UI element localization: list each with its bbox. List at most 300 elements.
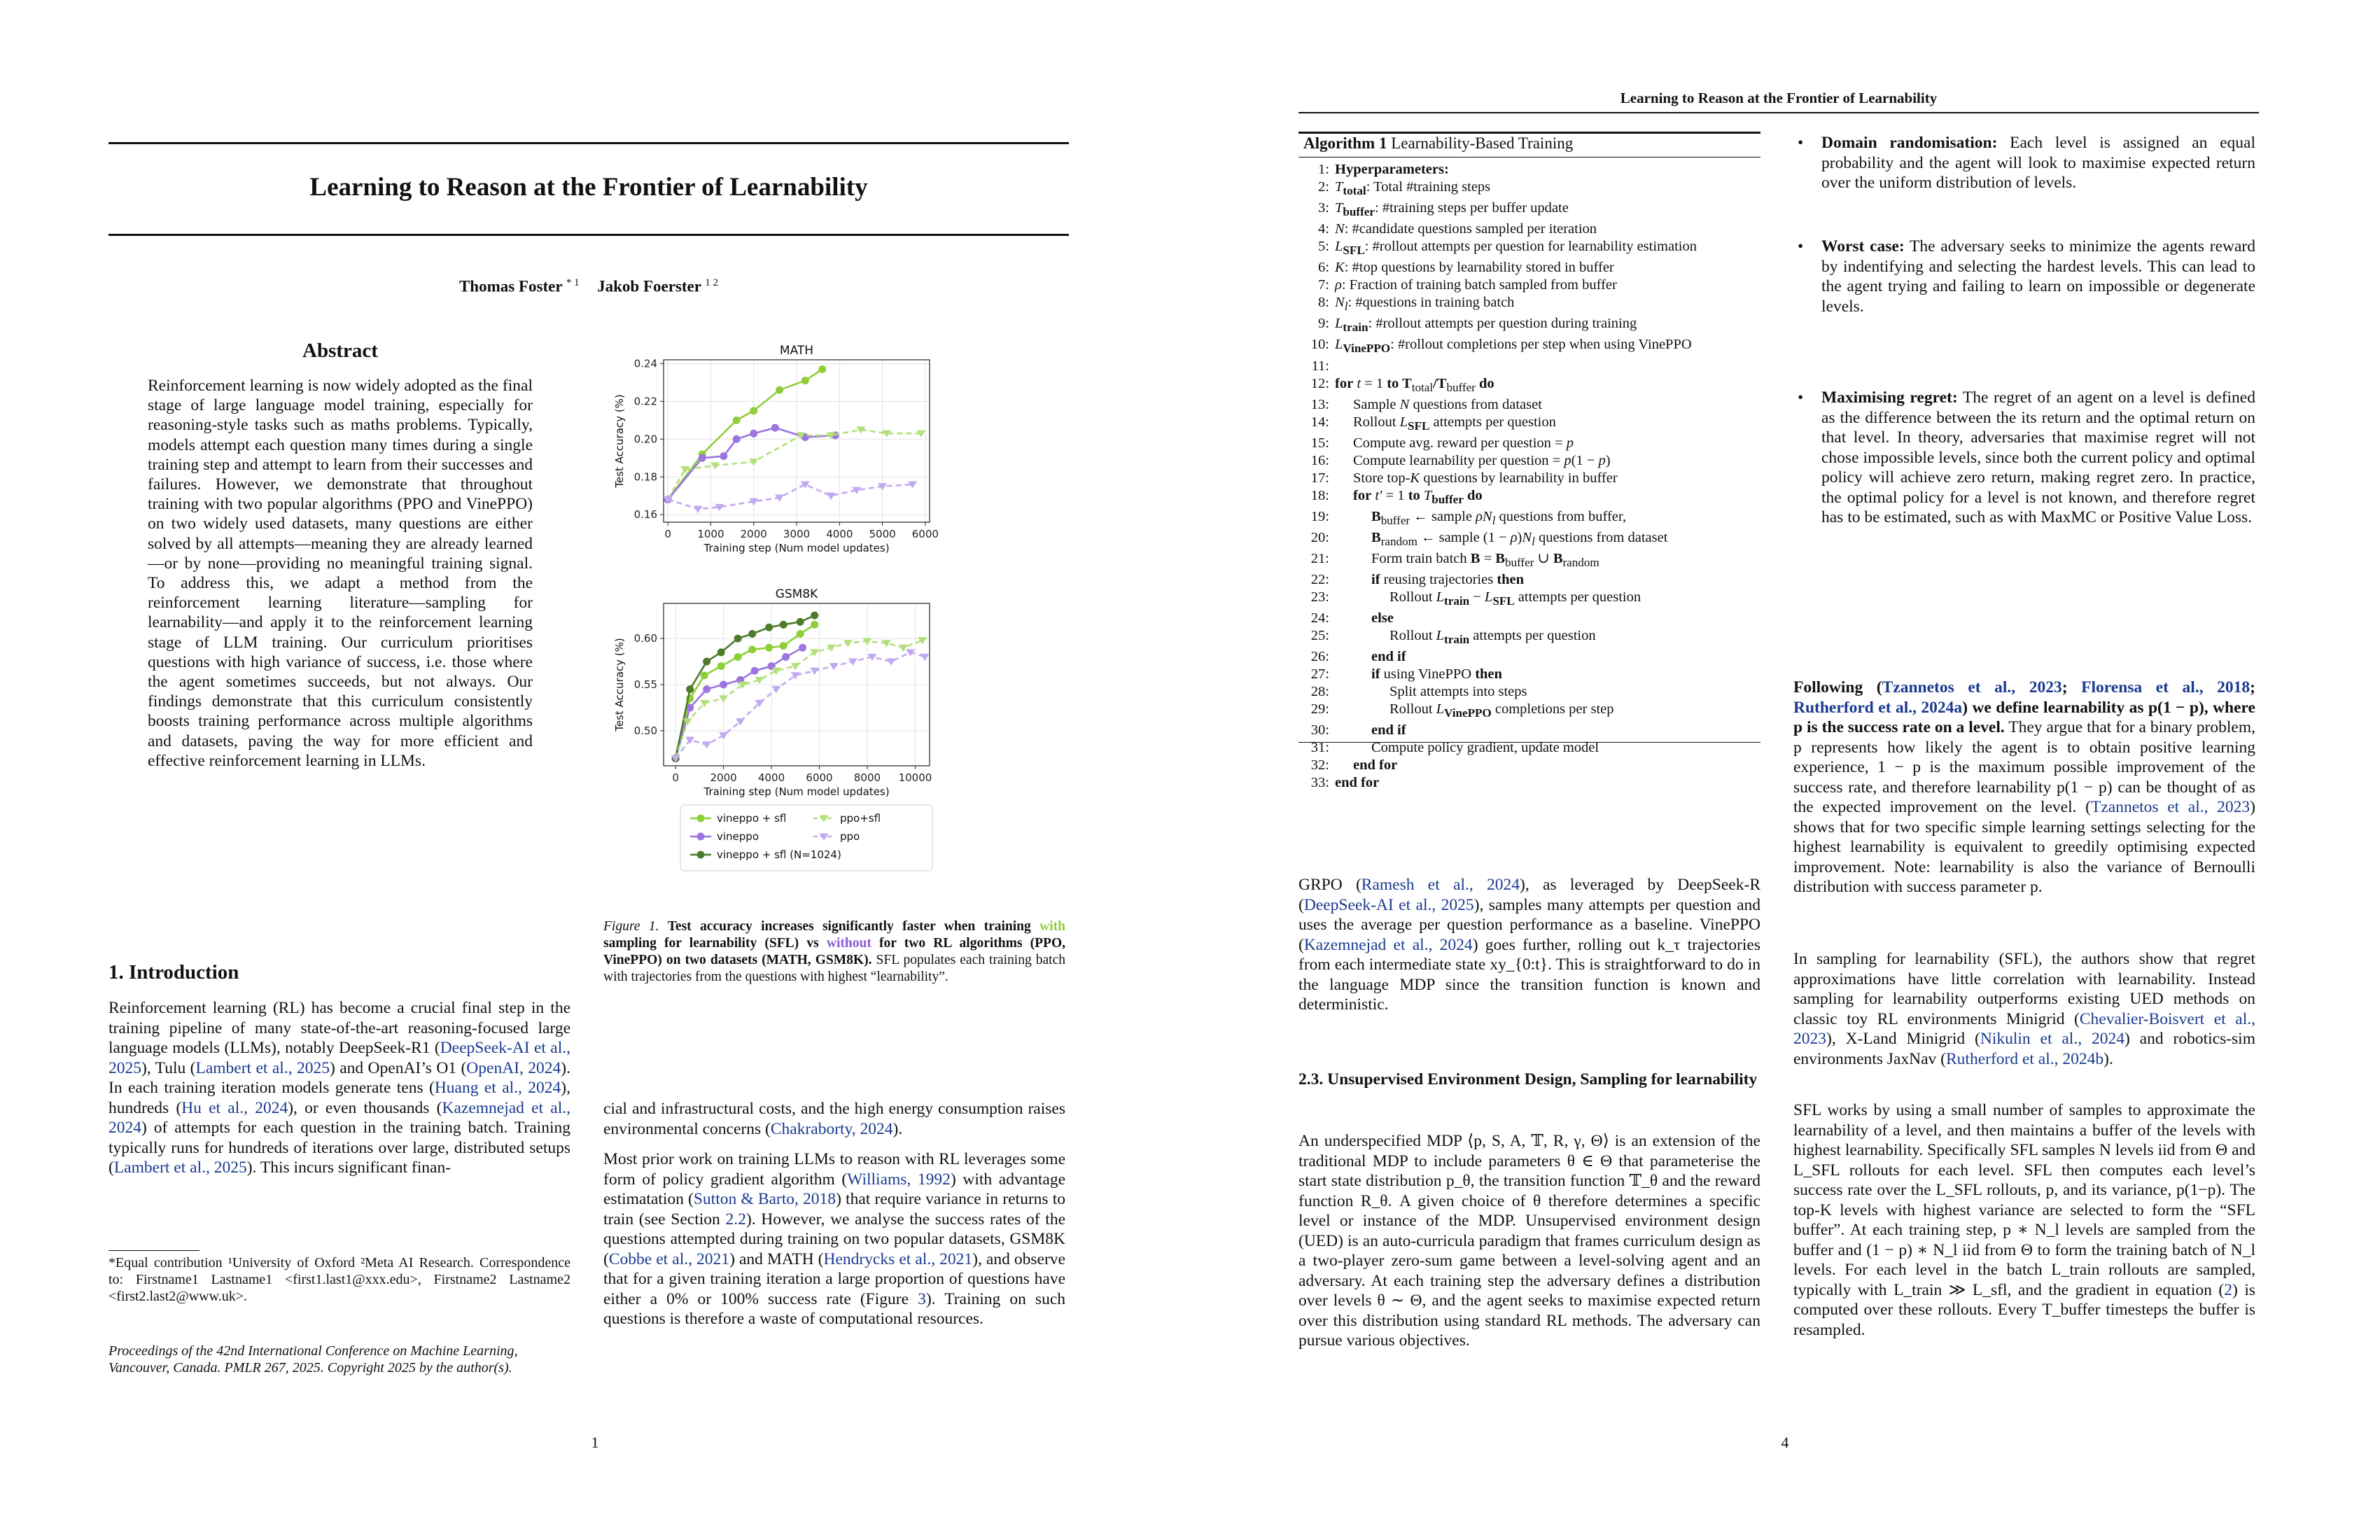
algorithm-line-number: 10: [1310,337,1329,353]
series-line [676,624,815,758]
footnote-rule [108,1250,200,1251]
series-ppo [664,481,917,512]
data-point [718,648,725,656]
footnote: *Equal contribution ¹University of Oxford ²Meta AI Research. Correspondence to: Firstname1 Lastname1 <first1.last1@xxx.edu>, Firstname2 Lastname2 <first2.last2@www.uk>. [108,1255,570,1304]
data-point [771,668,780,675]
algorithm-line-number: 26: [1310,649,1329,665]
x-tick-label: 0 [664,528,671,540]
caption-bold-a: Test accuracy increases significantly faster when training [667,919,1040,934]
col2-paragraph-2 [1793,949,2255,1069]
col1-paragraph-1 [1298,875,1760,1015]
bullet-body: Each level is assigned an equal probability and the agent will look to maximise expected return over the uniform distribution of levels. [1821,134,2256,192]
data-point [780,621,788,629]
algorithm-line [1298,238,1760,259]
x-tick-label: 8000 [853,771,881,784]
col2-paragraph-1 [1793,678,2255,897]
col2-paragraph-3 [1793,1100,2255,1340]
text-run: ) shows that for two specific simple learning settings selecting for the highest learnability is equivalent to greedily optimising expected improvement. Note: learnability is also the variance of Bernoulli distribution with success parameter p. [1793,798,2255,896]
text-run: ). [892,1119,903,1138]
algorithm-line [1298,358,1760,375]
text-run: Reinforcement learning (RL) has become a crucial final step in the training pipeline of many state-of-the-art reasoning-focused large language models (LLMs), notably DeepSeek-R1 ( [108,999,570,1057]
algorithm-line [1298,259,1760,276]
algorithm-line-number: 30: [1310,722,1329,738]
algorithm-line-number: 21: [1310,551,1329,567]
paper-page-4 [1190,0,2380,1540]
bullet-heading: Worst case: [1821,237,1905,255]
algorithm-line [1298,571,1760,589]
data-point [771,424,779,432]
bullet-text [1817,237,2255,316]
algorithm-line-number: 6: [1318,260,1329,276]
algorithm-line-number: 11: [1311,358,1329,374]
algorithm-line-number: 22: [1310,572,1329,588]
data-point [733,416,741,424]
algorithm-line-number: 25: [1310,628,1329,644]
algorithm-line-number: 4: [1318,221,1329,237]
algorithm-line-text: end if [1371,722,1406,738]
algorithm-line [1298,757,1760,774]
citation-link[interactable]: Chevalier-Boisvert et al., 2023 [1793,1009,2255,1048]
algorithm-line [1298,589,1760,610]
algorithm-line-text: Hyperparameters: [1335,162,1449,177]
algorithm-line [1298,452,1760,470]
algorithm-line-text: Rollout $L_{SFL}$ attempts per question [1353,414,1556,433]
data-point [830,663,839,670]
col1-paragraph-2: An underspecified MDP ⟨p, S, A, 𝕋, R, γ, Θ⟩ is an extension of the traditional MDP to include parameters θ ∈ Θ that parameterise the start state distribution p_θ, the transition function 𝕋_θ and the reward function R_θ. A given choice of θ therefore determines a specific level or instance of the MDP. Unsupervised environment design (UED) is an auto-curricula paradigm that frames curriculum design as a two-player zero-sum game between a level-solving agent and an adversary. At each training step the adversary defines a distribution over levels θ ∼ Θ, and the agent seeks to maximise expected return over this distribution using standard RL methods. The adversary can pursue various objectives. [1298,1132,1760,1350]
y-tick-label: 0.55 [634,678,657,691]
title-top-rule [108,142,1069,144]
x-tick-label: 0 [672,771,679,784]
algorithm-bottom-rule [1298,742,1760,743]
bullet-text [1817,388,2255,528]
algorithm-line-number: 18: [1310,487,1329,503]
algorithm-line-text: Sample N questions from dataset [1353,396,1542,412]
figure-1 [603,339,1065,892]
algorithm-line-number: 13: [1310,396,1329,412]
data-point [799,644,806,652]
text-run: cial and infrastructural costs, and the high energy consumption raises environmental concerns ( [603,1100,1065,1138]
citation-link[interactable]: Lambert et al., 2025 [195,1058,330,1077]
citation-link[interactable]: Chakraborty, 2024 [770,1119,893,1138]
author-affiliation: * 1 [566,277,580,288]
page-number: 4 [1781,1434,1789,1451]
text-run: ), and observe that for a given training iteration a large proportion of questions have either a 0% or 100% success rate (Figure [603,1250,1065,1308]
algorithm-line [1298,396,1760,414]
algorithm-line-number: 15: [1310,435,1329,451]
caption-bold-c: for two RL algorithms (PPO, VinePPO) on two datasets (MATH, GSM8K). [603,936,1065,967]
algorithm-line-text: Rollout $L_{VinePPO}$ completions per step [1390,701,1614,720]
data-point [810,668,819,675]
data-point [750,407,757,414]
data-point [780,642,788,650]
algorithm-title [1303,134,1758,153]
text-run: ). [2104,1049,2113,1068]
bullet-body: The regret of an agent on a level is defined as the difference between the its return and the optimal return on that level. In theory, adversaries that maximise regret will not chose impossible levels, since both the current policy and optimal policy will achieve zero return, making regret zero. In practice, the optimal policy for a level is not known, and therefore regret has to be estimated, such as with MaxMC or Positive Value Loss. [1821,388,2255,526]
data-point [771,686,780,693]
data-point [697,833,705,841]
data-point [811,621,818,629]
bullet-item [1793,388,2255,528]
data-point [765,644,773,652]
data-point [776,386,783,394]
data-point [701,671,708,679]
text-run: ), X-Land Minigrid ( [1826,1030,1980,1048]
algorithm-line-number: 28: [1310,684,1329,700]
y-tick-label: 0.16 [634,508,657,522]
data-point [719,732,728,739]
text-run: ) that require variance in returns to train (see Section [603,1190,1065,1228]
text-run: ; [2250,678,2255,696]
algorithm-line-number: 9: [1318,316,1329,332]
citation-link[interactable]: Florensa et al., 2018 [2081,678,2250,696]
text-run: Most prior work on training LLMs to reason with RL leverages some form of policy gradient algorithm ( [603,1150,1065,1189]
algorithm-line [1298,315,1760,336]
x-tick-label: 6000 [806,771,833,784]
algorithm-line [1298,508,1760,529]
algorithm-line [1298,550,1760,571]
algorithm-line [1298,683,1760,701]
author-list [108,277,1069,296]
bullet-heading: Maximising regret: [1821,388,1958,407]
data-point [765,624,773,631]
text-run: ) and robotics-sim environments JaxNav ( [1793,1030,2255,1068]
algorithm-line-text: $T_{total}$: Total #training steps [1335,179,1491,198]
algorithm-line-text: K: #top questions by learnability stored in buffer [1335,260,1614,276]
y-tick-label: 0.18 [634,470,657,484]
algorithm-line-number: 23: [1310,589,1329,606]
algorithm-line [1298,701,1760,722]
text-run: ). This incurs significant finan- [246,1158,451,1177]
abstract-text: Reinforcement learning is now widely adopted as the final stage of large language model training, especially for reasoning-style tasks such as maths problems. Typically, models attempt each question many times during a single training step and attempt to learn from their successes and failures. However, we demonstrate that throughout training with two popular algorithms (PPO and VinePPO) on two widely used datasets, many questions are either solved by all attempts—meaning they are already learned—or by none—providing no meaningful training signal. To address this, we adapt a method from the reinforcement learning literature—sampling for learnability—and apply it to the reinforcement learning stage of LLM training. Our curriculum prioritises questions with high variance of success, i.e. those where the agent sometimes succeeds, but not always. Our findings demonstrate that this curriculum consistently boosts training performance across multiple algorithms and datasets, paving the way for more efficient and effective reinforcement learning in LLMs. [148,377,533,770]
caption-with: with [1040,919,1065,934]
algorithm-line [1298,529,1760,550]
x-tick-label: 10000 [898,771,932,784]
algorithm-line [1298,774,1760,792]
data-point [750,430,757,438]
algorithm-line-number: 24: [1310,610,1329,626]
algorithm-line [1298,276,1760,294]
citation-link[interactable]: Rutherford et al., 2024a [1793,698,1963,717]
legend-label: vineppo [717,830,759,843]
text-run: In sampling for learnability (SFL), the authors show that regret approximations have little correlation with learnability. Instead sampling for learnability outperforms existing UED methods on classic toy RL environments Minigrid ( [1793,950,2255,1028]
algorithm-line-number: 17: [1310,470,1329,486]
chart-title: GSM8K [775,587,818,601]
x-axis-label: Training step (Num model updates) [704,785,890,798]
algorithm-label: Algorithm 1 [1303,134,1387,152]
algorithm-line-text: for t = 1 to $T_{total}/T_{buffer}$ do [1335,375,1494,394]
algorithm-line-number: 27: [1310,666,1329,682]
algorithm-line [1298,294,1760,315]
series-ppo [671,649,930,762]
caption-rest: SFL populates each training batch with trajectories from the questions with highest “learnability”. [603,953,1065,984]
x-tick-label: 2000 [740,528,767,540]
running-title: Learning to Reason at the Frontier of Learnability [1620,90,1938,106]
series-ppo-sfl [664,426,926,503]
algorithm-line-number: 14: [1310,414,1329,430]
x-tick-label: 3000 [783,528,811,540]
text-run: ). However, we analyse the success rates of the questions attempted during training on two popular datasets, GSM8K ( [603,1210,1066,1268]
algorithm-line [1298,161,1760,178]
algorithm-line-text: Compute policy gradient, update model [1371,740,1600,756]
algorithm-line [1298,336,1760,357]
citation-link[interactable]: Lambert et al., 2025 [113,1158,247,1177]
y-tick-label: 0.24 [634,357,657,370]
bullet-icon: • [1798,134,1804,152]
algorithm-line-number: 31: [1310,740,1329,756]
text-run: ) and OpenAI’s O1 ( [329,1058,467,1077]
citation-link[interactable]: Kazemnejad et al., 2024 [108,1098,571,1137]
series-line [668,428,835,500]
citation-link[interactable]: Tzannetos et al., 2023 [1882,678,2062,696]
algorithm-line-text: $L_{VinePPO}$: #rollout completions per step when using VinePPO [1335,337,1692,356]
text-run: ) of attempts for each question in the training batch. Training typically runs for hundreds of iterations over large, distributed setups ( [108,1119,570,1177]
data-point [920,654,930,661]
algorithm-line-text: Rollout $L_{train} - L_{SFL}$ attempts per question [1390,589,1642,608]
algorithm-line-text: $B_{buffer}$ ← sample $\rho N_l$ questions from buffer, [1371,508,1627,527]
algorithm-line [1298,375,1760,396]
y-tick-label: 0.20 [634,433,657,446]
data-point [797,630,804,638]
data-point [694,506,703,513]
data-point [720,452,727,460]
data-point [703,658,710,666]
y-tick-label: 0.50 [634,724,657,737]
legend-label: vineppo + sfl (N=1024) [717,848,841,861]
bullet-text [1817,133,2255,193]
algorithm-line [1298,487,1760,508]
x-tick-label: 6000 [911,528,939,540]
citation-link[interactable]: 2.2 [725,1210,746,1228]
caption-without: without [826,936,872,951]
y-tick-label: 0.22 [634,395,657,408]
citation-link[interactable]: Hendrycks et al., 2021 [823,1250,973,1268]
text-run: ). Training on such questions is therefore a waste of computational resources. [603,1289,1065,1328]
algorithm-line-text: Form train batch $B = B_{buffer}$ ∪ $B_{random}$ [1371,551,1600,570]
page-number: 1 [591,1434,599,1451]
citation-link[interactable]: Rutherford et al., 2024b [1945,1049,2104,1068]
series-line [668,484,912,509]
section-heading-introduction: 1. Introduction [108,961,239,983]
legend-label: ppo [840,830,860,843]
x-tick-label: 2000 [710,771,737,784]
algorithm-line [1298,200,1760,220]
algorithm-line-text: end if [1371,649,1406,665]
data-point [734,653,742,661]
algorithm-line-text: if reusing trajectories then [1371,572,1525,588]
citation-link[interactable]: OpenAI, 2024 [466,1058,561,1077]
citation-link[interactable]: Ramesh et al., 2024 [1361,876,1520,894]
algorithm-name: Learnability-Based Training [1391,134,1574,152]
algorithm-line-number: 16: [1310,452,1329,468]
algorithm-line [1298,722,1760,739]
subsection-heading: 2.3. Unsupervised Environment Design, Sampling for learnability [1298,1070,1758,1088]
citation-link[interactable]: 3 [918,1289,926,1308]
algorithm-line-text: $N_l$: #questions in training batch [1335,295,1515,314]
text-run: ), hundreds ( [108,1079,570,1117]
algorithm-line [1298,414,1760,435]
algorithm-line-number: 1: [1318,162,1329,177]
citation-link[interactable]: Tzannetos et al., 2023 [2090,798,2250,816]
algorithm-line-text: end for [1335,775,1380,791]
bullet-body: The adversary seeks to minimize the agents reward by indentifying and selecting the hardest levels. This can lead to the agent trying and failing to learn on impossible or degenerate levels. [1821,237,2255,316]
abstract-heading: Abstract [302,340,378,362]
text-run: ). In each training iteration models generate tens ( [108,1058,570,1097]
text-run: Following ( [1793,678,1882,696]
algorithm-line-text: $B_{random}$ ← sample $(1 - \rho)N_l$ questions from dataset [1371,529,1668,549]
title-bottom-rule [108,234,1069,236]
data-point [719,695,728,702]
text-run: ), or even thousands ( [288,1098,442,1117]
bullet-icon: • [1798,237,1804,255]
algorithm-line-text: ρ: Fraction of training batch sampled from buffer [1335,277,1617,293]
text-run: ) goes further, rolling out k_τ trajectories from each intermediate state xy_{0:t}. This is straightforward to do in the language MDP since the transition function is known and deterministic. [1298,935,1760,1014]
bullet-icon: • [1798,388,1804,407]
algorithm-line-text: else [1371,610,1394,626]
data-point [686,685,694,693]
algorithm-line-text: Compute learnability per question = p(1 − p) [1353,452,1611,468]
col2-paragraph-1 [603,1099,1065,1139]
algorithm-line-number: 19: [1310,508,1329,524]
series-line [676,652,925,759]
data-point [697,815,705,822]
col2-paragraph-2 [603,1149,1065,1329]
y-axis-label: Test Accuracy (%) [613,394,626,488]
text-run: ), as leveraged by DeepSeek-R ( [1298,876,1760,914]
text-run: ) and MATH ( [729,1250,824,1268]
caption-label: Figure 1. [603,919,659,934]
citation-link[interactable]: Cobbe et al., 2021 [608,1250,730,1268]
series-vineppo [664,424,839,504]
algorithm-line-number: 32: [1310,757,1329,774]
citation-link[interactable]: 2 [2224,1280,2232,1299]
algorithm-line-text: if using VinePPO then [1371,666,1502,682]
algorithm-line-number: 7: [1318,277,1329,293]
algorithm-line [1298,220,1760,238]
algorithm-line-number: 33: [1310,775,1329,791]
data-point [720,681,727,689]
algorithm-line-number: 12: [1310,375,1329,391]
text-run: SFL works by using a small number of samples to approximate the learnability of a level, and then maintains a buffer of the levels with highest learnability. Specifically SFL samples N levels iid from Θ and L_SFL rollouts for each level. SFL then computes each level’s success rate over the L_SFL rollouts, p, and its variance, p(1−p). The top-K levels with highest variance are selected to form the “SFL buffer”. At each training step, p ∗ N_l levels are sampled from the buffer and (1 − p) ∗ N_l iid from Θ to form the training batch of N_l levels. For each level in the batch L_train rollouts are sampled, typically with L_train ≫ L_sfl, and the gradient in equation ( [1793,1101,2255,1299]
figure-1-svg [603,339,1065,892]
data-point [734,635,742,643]
citation-link[interactable]: Nikulin et al., 2024 [1980,1030,2124,1048]
citation-link[interactable]: DeepSeek-AI et al., 2025 [1303,895,1474,914]
text-run: ) is computed over these rollouts. Every T_buffer timesteps the buffer is resampled. [1793,1280,2255,1339]
proceedings-note: Proceedings of the 42nd International Conference on Machine Learning, Vancouver, Canada. PMLR 267, 2025. Copyright 2025 by the author(s). [108,1343,518,1376]
data-point [797,618,804,626]
x-axis-label: Training step (Num model updates) [704,542,890,554]
chart-title: MATH [779,344,814,358]
algorithm-line [1298,470,1760,487]
y-axis-label: Test Accuracy (%) [613,638,626,732]
text-run: ) we define learnability as p(1 − p), where p is the success rate on a level. [1793,698,2255,736]
text-run: ; [2062,678,2082,696]
algorithm-line-number: 2: [1318,179,1329,195]
algorithm-line [1298,666,1760,683]
figure-1-caption [603,918,1065,986]
paper-title: Learning to Reason at the Frontier of Learnability [309,173,868,202]
algorithm-body [1298,161,1760,792]
citation-link[interactable]: Kazemnejad et al., 2024 [1303,935,1473,954]
data-point [703,685,710,693]
algorithm-line [1298,648,1760,666]
author-name: Jakob Foerster [597,277,701,295]
author-name: Thomas Foster [458,277,563,295]
data-point [748,645,756,653]
citation-link[interactable]: DeepSeek-AI et al., 2025 [108,1039,570,1077]
algorithm-line-text: Split attempts into steps [1390,684,1527,700]
algorithm-line-number: 3: [1318,200,1329,216]
bullet-item [1793,237,2255,316]
algorithm-line-text: for t′ = 1 to $T_{buffer}$ do [1353,487,1483,506]
data-point [697,851,705,859]
algorithm-line [1298,435,1760,452]
author-affiliation: 1 2 [705,277,719,288]
algorithm-line-text: N: #candidate questions sampled per iteration [1335,221,1597,237]
algorithm-line-text: $L_{train}$: #rollout attempts per question during training [1335,316,1637,335]
data-point [702,741,711,748]
algorithm-line-text: Store top-K questions by learnability in buffer [1353,470,1618,486]
data-point [827,493,836,500]
algorithm-line-text: $L_{SFL}$: #rollout attempts per question for learnability estimation [1335,239,1697,258]
caption-bold-b: sampling for learnability (SFL) vs [603,936,827,951]
algorithm-title-rule [1298,157,1760,158]
data-point [782,653,790,661]
citation-link[interactable]: Huang et al., 2024 [434,1079,561,1097]
running-title-rule [1298,112,2259,113]
data-point [899,645,908,652]
algorithm-line-text: Compute avg. reward per question = p [1353,435,1574,451]
x-tick-label: 4000 [757,771,785,784]
algorithm-line-text: end for [1353,757,1398,774]
x-tick-label: 5000 [869,528,896,540]
algorithm-line-text: Rollout $L_{train}$ attempts per question [1390,628,1596,647]
algorithm-line [1298,178,1760,200]
data-point [818,365,826,373]
algorithm-line-number: 29: [1310,701,1329,718]
text-run: ), Tulu ( [141,1058,196,1077]
legend-label: ppo+sfl [840,812,881,825]
algorithm-line-text: $T_{buffer}$: #training steps per buffer update [1335,200,1569,219]
citation-link[interactable]: Williams, 1992 [847,1170,951,1189]
text-run: GRPO ( [1298,876,1362,894]
algorithm-line-number: 20: [1310,529,1329,545]
citation-link[interactable]: Sutton & Barto, 2018 [693,1190,836,1208]
data-point [748,630,756,638]
citation-link[interactable]: Hu et al., 2024 [181,1098,288,1117]
data-point [718,662,725,670]
x-tick-label: 4000 [826,528,853,540]
data-point [887,658,896,665]
text-run: ), samples many attempts per question and uses the average per question performance as a baseline. VinePPO ( [1298,895,1760,954]
bullet-item [1793,133,2255,193]
data-point [802,377,809,384]
data-point [811,612,818,620]
legend-label: vineppo + sfl [717,812,787,825]
x-tick-label: 1000 [697,528,724,540]
bullet-heading: Domain randomisation: [1821,134,1998,152]
algorithm-line-number: 5: [1318,239,1329,255]
algorithm-top-rule [1298,132,1760,134]
series-vineppo [672,644,806,762]
algorithm-line-number: 8: [1318,295,1329,311]
algorithm-line [1298,627,1760,648]
data-point [733,435,741,443]
algorithm-line [1298,610,1760,627]
intro-paragraph [108,998,570,1178]
text-run: They argue that for a binary problem, p represents how likely the agent is to obtain positive learning experience, 1 − p is the maximum possible improvement of the success rate, and therefore learnability p(1 − p) can be thought of as the expected improvement on the level. ( [1793,718,2255,816]
chart-legend [680,805,932,871]
